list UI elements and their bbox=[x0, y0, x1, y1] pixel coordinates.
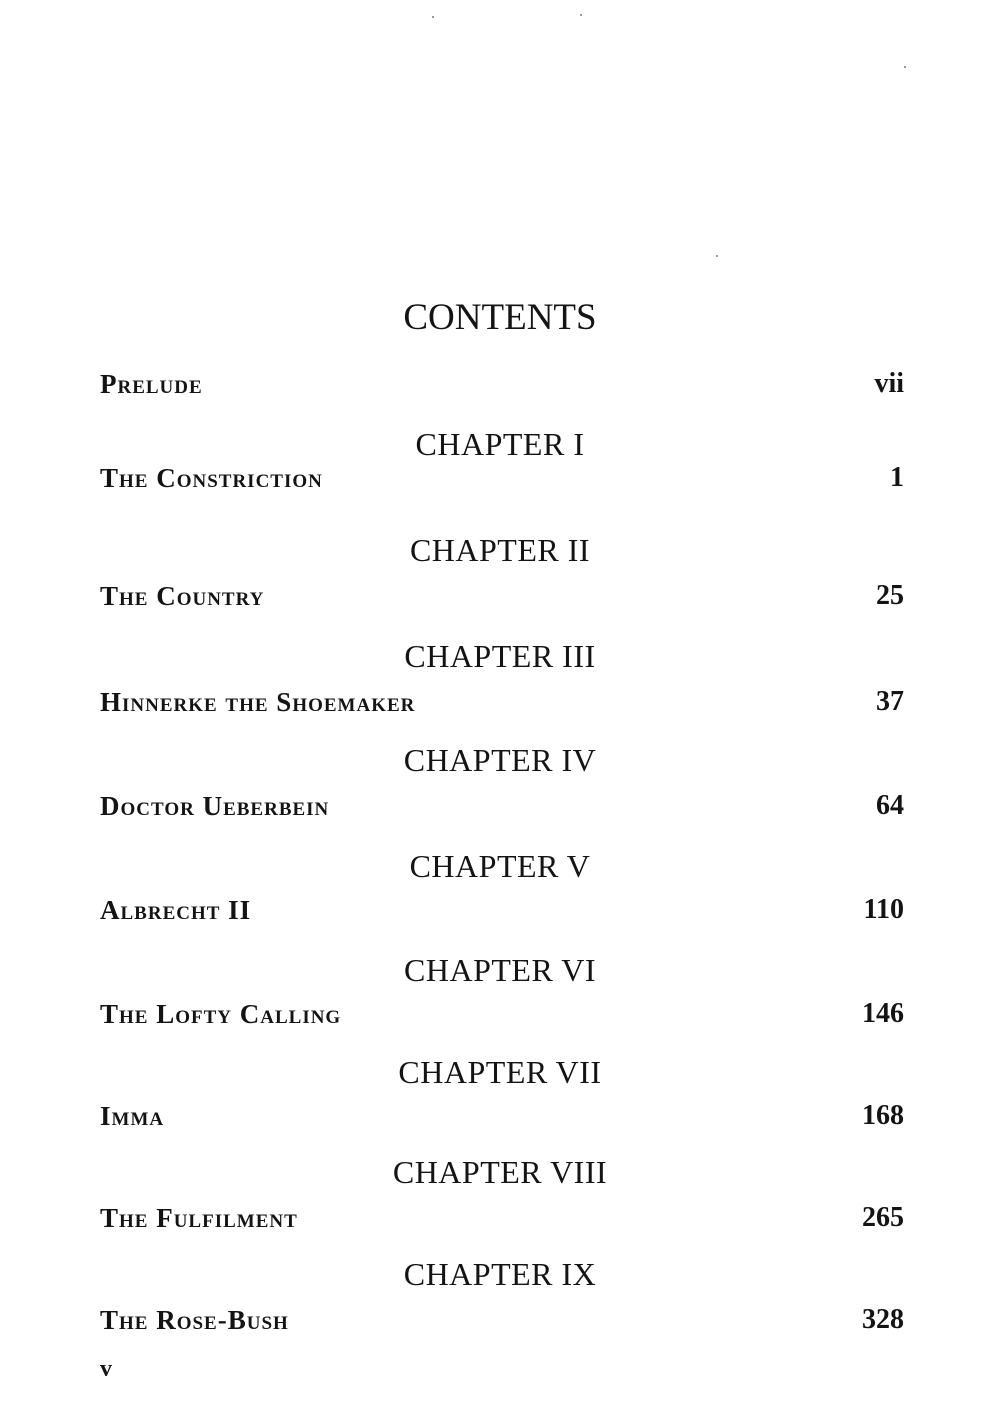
page-folio: v bbox=[100, 1356, 112, 1382]
entry-page-number: 110 bbox=[863, 894, 904, 925]
entry-title: Imma bbox=[100, 1101, 165, 1131]
toc-entry bbox=[100, 458, 904, 498]
chapter-heading: CHAPTER I bbox=[415, 426, 585, 462]
entry-title: Prelude bbox=[100, 369, 203, 399]
chapter-heading: CHAPTER II bbox=[409, 532, 591, 568]
scan-speck bbox=[904, 66, 906, 68]
chapter-heading: CHAPTER III bbox=[404, 638, 596, 674]
entry-title: The Lofty Calling bbox=[100, 999, 342, 1029]
toc-entry bbox=[100, 786, 904, 826]
toc-entry bbox=[100, 682, 904, 722]
entry-page-number: 146 bbox=[862, 998, 904, 1029]
chapter-heading: CHAPTER VII bbox=[398, 1054, 602, 1090]
toc-entry-prelude bbox=[100, 364, 904, 404]
toc-entry bbox=[100, 1198, 904, 1238]
toc-entry bbox=[100, 576, 904, 616]
entry-title: The Country bbox=[100, 581, 265, 611]
page-title: CONTENTS bbox=[403, 297, 597, 338]
entry-title: Albrecht II bbox=[100, 895, 252, 925]
toc-entry bbox=[100, 1300, 904, 1340]
chapter-heading: CHAPTER IV bbox=[403, 742, 597, 778]
scan-speck bbox=[716, 255, 718, 257]
entry-page-number: 25 bbox=[876, 580, 904, 611]
entry-title: The Rose-Bush bbox=[100, 1305, 289, 1335]
entry-title: The Constriction bbox=[100, 463, 323, 493]
toc-entry bbox=[100, 1096, 904, 1136]
chapter-heading: CHAPTER VIII bbox=[392, 1154, 608, 1190]
entry-page-number: 328 bbox=[862, 1304, 904, 1335]
entry-page-number: 265 bbox=[862, 1202, 904, 1233]
entry-page-number: 37 bbox=[876, 686, 904, 717]
entry-title: Doctor Ueberbein bbox=[100, 791, 330, 821]
toc-entry bbox=[100, 890, 904, 930]
scan-speck bbox=[432, 16, 434, 18]
toc-entry bbox=[100, 994, 904, 1034]
entry-page-number: 168 bbox=[862, 1100, 904, 1131]
chapter-heading: CHAPTER IX bbox=[403, 1256, 597, 1292]
chapter-heading: CHAPTER VI bbox=[404, 952, 596, 988]
scan-speck bbox=[580, 14, 582, 16]
entry-page-number: 1 bbox=[890, 462, 904, 493]
entry-title: The Fulfilment bbox=[100, 1203, 298, 1233]
entry-page-number: 64 bbox=[876, 790, 904, 821]
entry-page-number: vii bbox=[874, 368, 904, 399]
chapter-heading: CHAPTER V bbox=[409, 848, 591, 884]
entry-title: Hinnerke the Shoemaker bbox=[100, 687, 416, 717]
